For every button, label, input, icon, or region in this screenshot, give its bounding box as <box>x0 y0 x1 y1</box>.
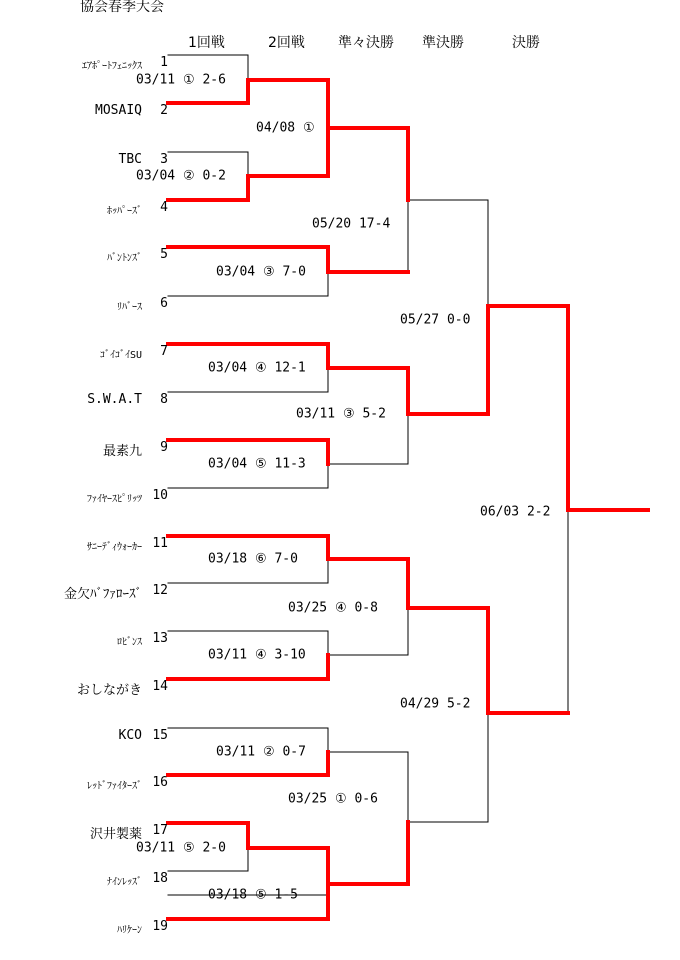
match-result: 03/11 ③ 5-2 <box>296 406 386 422</box>
team-seed: 15 <box>152 728 168 743</box>
team-seed: 5 <box>160 247 168 262</box>
team-seed: 9 <box>160 440 168 455</box>
team-name: S.W.A.T <box>87 392 142 407</box>
team-seed: 11 <box>152 536 168 551</box>
team-name: ｻﾆｰﾃﾞｨｳｫｰｶｰ <box>87 542 142 553</box>
team-name: ﾘﾊﾞｰｽ <box>117 302 142 313</box>
team-seed: 8 <box>160 392 168 407</box>
match-result: 04/29 5-2 <box>400 696 471 712</box>
team-name: ﾊﾞﾝﾄﾝｽﾞ <box>107 253 142 264</box>
team-seed: 17 <box>152 823 168 838</box>
match-result: 03/25 ① 0-6 <box>288 791 378 807</box>
team-seed: 16 <box>152 775 168 790</box>
match-result: 03/18 ⑥ 7-0 <box>208 551 298 567</box>
team-name: ﾛﾋﾞﾝｽ <box>117 637 142 648</box>
match-result: 03/25 ④ 0-8 <box>288 600 378 616</box>
match-result: 06/03 2-2 <box>480 504 551 520</box>
match-result: 04/08 ① <box>256 120 315 136</box>
match-result: 03/04 ④ 12-1 <box>208 360 306 376</box>
team-seed: 10 <box>152 488 168 503</box>
team-name: ﾎｯﾊﾟｰｽﾞ <box>107 206 142 217</box>
losing-path-lines <box>168 55 568 895</box>
team-seed: 13 <box>152 631 168 646</box>
tournament-title: 協会春季大会 <box>80 0 164 15</box>
round-header-quarterfinal: 準々決勝 <box>338 35 394 51</box>
match-result: 03/04 ③ 7-0 <box>216 264 306 280</box>
team-seed: 3 <box>160 152 168 167</box>
match-result: 03/11 ④ 3-10 <box>208 647 306 663</box>
team-seed: 14 <box>152 679 168 694</box>
round-header-final: 決勝 <box>512 35 540 51</box>
team-name: ﾌｧｲﾔｰｽﾋﾟﾘｯﾂ <box>87 494 142 505</box>
team-seed: 7 <box>160 344 168 359</box>
team-name: 沢井製薬 <box>89 827 142 842</box>
team-seed: 18 <box>152 871 168 886</box>
team-name: ﾚｯﾄﾞﾌｧｲﾀｰｽﾞ <box>87 781 142 792</box>
team-name: 金欠ﾊﾞﾌｧﾛｰｽﾞ <box>63 587 142 602</box>
match-result: 03/11 ① 2-6 <box>136 72 226 88</box>
match-result: 05/20 17-4 <box>312 216 391 232</box>
match-result: 03/11 ② 0-7 <box>216 744 306 760</box>
team-name: ｴｱﾎﾟｰﾄﾌｪﾆｯｸｽ <box>82 61 142 72</box>
team-name: ﾅｲﾝﾚｯｽﾞ <box>107 877 142 888</box>
team-name: おしながき <box>76 683 142 698</box>
team-name: ﾊﾘｹｰﾝ <box>117 925 142 936</box>
match-result: 03/04 ⑤ 11-3 <box>208 456 306 472</box>
team-seed: 1 <box>160 55 168 70</box>
team-seed: 4 <box>160 200 168 215</box>
team-seed: 6 <box>160 296 168 311</box>
match-result: 05/27 0-0 <box>400 312 471 328</box>
round-header-2: 2回戦 <box>268 35 305 51</box>
team-name: 最素九 <box>102 444 142 459</box>
team-name: ｺﾞｲｺﾞｲSU <box>99 350 142 361</box>
round-header-semifinal: 準決勝 <box>422 35 464 51</box>
team-seed: 19 <box>152 919 168 934</box>
round-header-1: 1回戦 <box>188 35 225 51</box>
match-result: 03/18 ⑤ 1-5 <box>208 887 298 903</box>
match-result: 03/11 ⑤ 2-0 <box>136 840 226 856</box>
match-result: 03/04 ② 0-2 <box>136 168 226 184</box>
team-name: KCO <box>118 728 142 743</box>
team-name: TBC <box>118 152 142 167</box>
team-name: MOSAIQ <box>95 103 142 118</box>
team-seed: 2 <box>160 103 168 118</box>
team-seed: 12 <box>152 583 168 598</box>
